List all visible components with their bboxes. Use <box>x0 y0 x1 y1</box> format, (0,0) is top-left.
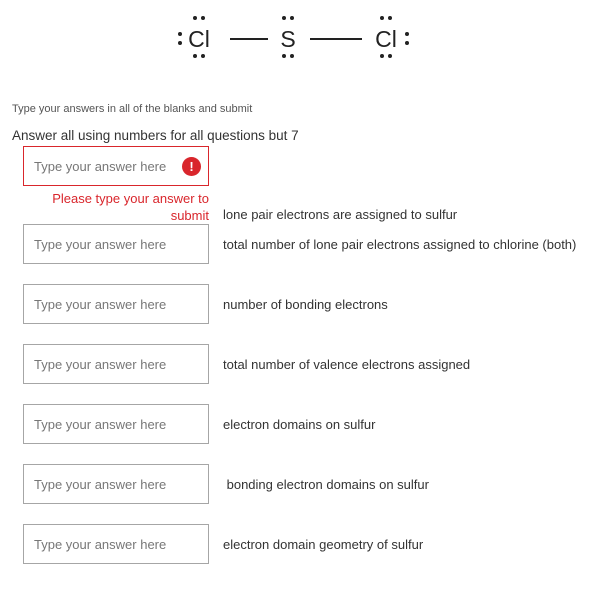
answer-input-5[interactable] <box>24 405 208 443</box>
instructions-text: Type your answers in all of the blanks and submit <box>12 103 253 115</box>
answer-box-4 <box>23 344 209 384</box>
question-row-6 <box>23 464 603 506</box>
answer-input-1[interactable] <box>24 147 208 185</box>
question-row-2 <box>23 224 603 266</box>
question-label-1: lone pair electrons are assigned to sulfur <box>223 207 458 222</box>
question-label-3: number of bonding electrons <box>223 297 388 312</box>
question-row-5 <box>23 404 603 446</box>
question-row-4 <box>23 344 603 386</box>
answer-box-3 <box>23 284 209 324</box>
answer-input-6[interactable] <box>24 465 208 503</box>
instructions-subtext: Answer all using numbers for all questions but 7 <box>12 128 299 143</box>
error-exclamation-icon: ! <box>182 157 201 176</box>
error-message-line-1: Please type your answer to <box>52 191 209 206</box>
answer-input-3[interactable] <box>24 285 208 323</box>
answer-box-2 <box>23 224 209 264</box>
question-label-2: total number of lone pair electrons assigned to chlorine (both) <box>223 237 577 252</box>
answer-input-4[interactable] <box>24 345 208 383</box>
left-chlorine-symbol: Cl <box>188 26 210 52</box>
sulfur-symbol: S <box>280 26 296 52</box>
question-label-5: electron domains on sulfur <box>223 417 376 432</box>
right-chlorine-symbol: Cl <box>375 26 397 52</box>
question-label-6: bonding electron domains on sulfur <box>223 477 429 492</box>
lewis-structure <box>0 0 610 72</box>
answer-box-6 <box>23 464 209 504</box>
error-message <box>23 190 209 224</box>
question-label-7: electron domain geometry of sulfur <box>223 537 424 552</box>
answer-box-1 <box>23 146 209 186</box>
answer-box-7 <box>23 524 209 564</box>
question-label-4: total number of valence electrons assigned <box>223 357 471 372</box>
answer-input-2[interactable] <box>24 225 208 263</box>
question-row-7 <box>23 524 603 566</box>
question-row-3 <box>23 284 603 326</box>
error-message-line-2: submit <box>170 208 209 223</box>
answer-box-5 <box>23 404 209 444</box>
answer-input-7[interactable] <box>24 525 208 563</box>
question-row-1 <box>23 146 603 188</box>
